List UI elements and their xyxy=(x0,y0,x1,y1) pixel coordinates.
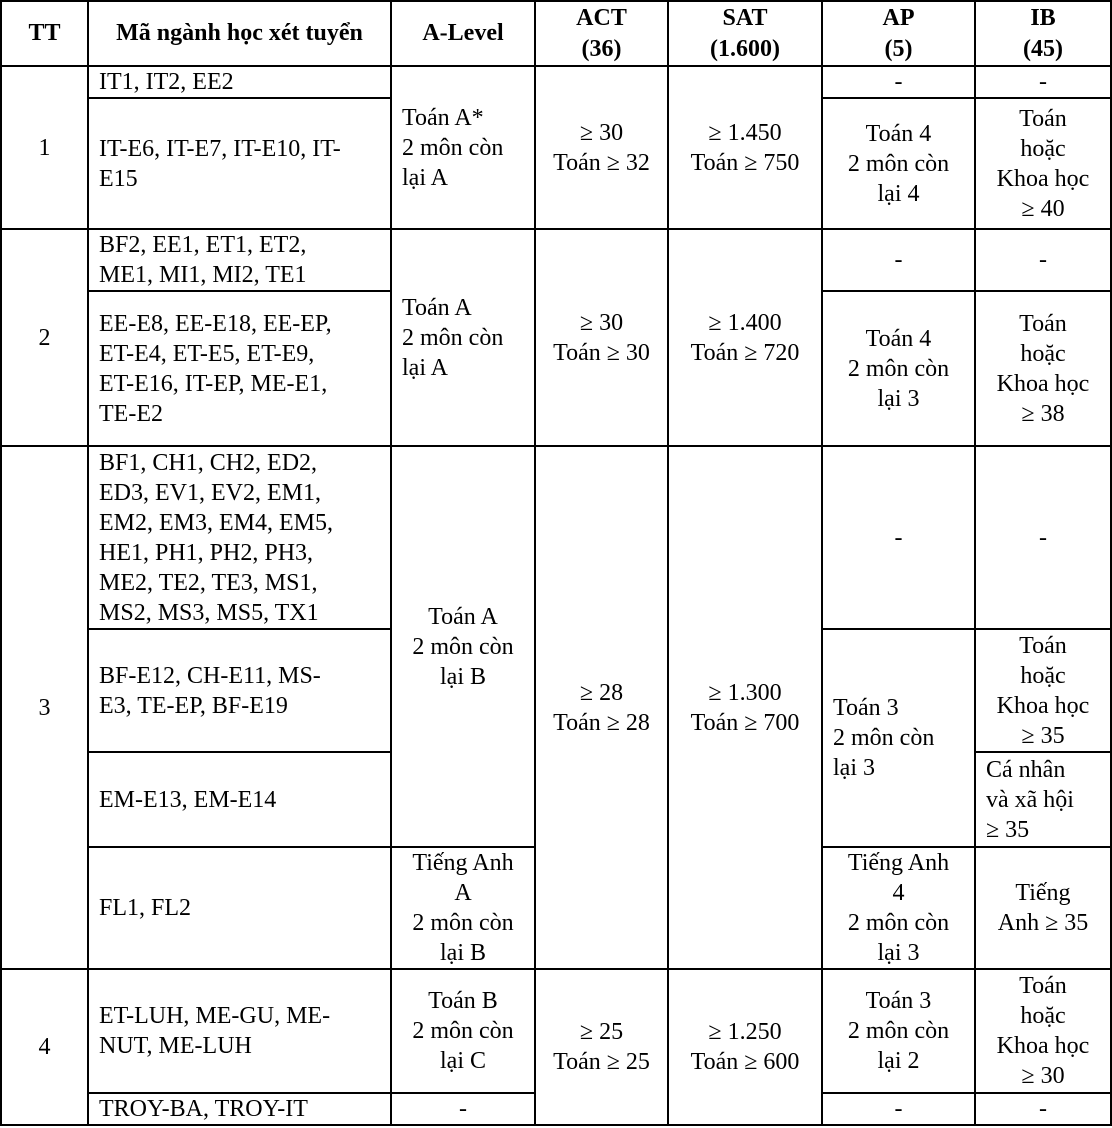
act-requirement: ≥ 30 Toán ≥ 30 xyxy=(535,229,668,446)
ap-requirement: Toán 4 2 môn còn lại 3 xyxy=(822,291,975,446)
alevel-requirement: Toán A 2 môn còn lại A xyxy=(391,229,535,446)
header-major: Mã ngành học xét tuyển xyxy=(88,1,391,66)
major-codes: TROY-BA, TROY-IT xyxy=(88,1093,391,1125)
header-sat: SAT (1.600) xyxy=(668,1,822,66)
table-row xyxy=(1,446,1111,629)
major-codes: BF1, CH1, CH2, ED2, ED3, EV1, EV2, EM1, EM2, EM3, EM4, EM5, HE1, PH1, PH2, PH3, ME2, TE2, TE3, MS1, MS2, MS3, MS5, TX1 xyxy=(88,446,391,629)
ib-requirement: Cá nhân và xã hội ≥ 35 xyxy=(975,752,1111,847)
ib-requirement: Toán hoặc Khoa học ≥ 35 xyxy=(975,629,1111,752)
major-codes: EM-E13, EM-E14 xyxy=(88,752,391,847)
ap-requirement: - xyxy=(822,66,975,98)
ap-requirement: Toán 3 2 môn còn lại 3 xyxy=(822,629,975,847)
major-codes: ET-LUH, ME-GU, ME- NUT, ME-LUH xyxy=(88,969,391,1093)
header-ib: IB (45) xyxy=(975,1,1111,66)
ib-requirement: - xyxy=(975,66,1111,98)
alevel-requirement: - xyxy=(391,1093,535,1125)
ib-requirement: - xyxy=(975,229,1111,291)
sat-requirement: ≥ 1.450 Toán ≥ 750 xyxy=(668,66,822,229)
sat-requirement: ≥ 1.250 Toán ≥ 600 xyxy=(668,969,822,1125)
header-act: ACT (36) xyxy=(535,1,668,66)
major-codes: FL1, FL2 xyxy=(88,847,391,969)
group-number: 2 xyxy=(1,229,88,446)
header-row xyxy=(1,1,1111,66)
ib-requirement: - xyxy=(975,446,1111,629)
major-codes: IT1, IT2, EE2 xyxy=(88,66,391,98)
ap-requirement: Toán 3 2 môn còn lại 2 xyxy=(822,969,975,1093)
ib-requirement: Toán hoặc Khoa học ≥ 38 xyxy=(975,291,1111,446)
table-row xyxy=(1,229,1111,291)
group-number: 1 xyxy=(1,66,88,229)
ap-requirement: - xyxy=(822,1093,975,1125)
alevel-requirement: Toán A* 2 môn còn lại A xyxy=(391,66,535,229)
ib-requirement: - xyxy=(975,1093,1111,1125)
alevel-requirement: Toán B 2 môn còn lại C xyxy=(391,969,535,1093)
group-number: 3 xyxy=(1,446,88,969)
header-tt: TT xyxy=(1,1,88,66)
header-alevel: A-Level xyxy=(391,1,535,66)
major-codes: IT-E6, IT-E7, IT-E10, IT- E15 xyxy=(88,98,391,229)
act-requirement: ≥ 25 Toán ≥ 25 xyxy=(535,969,668,1125)
ap-requirement: Toán 4 2 môn còn lại 4 xyxy=(822,98,975,229)
ib-requirement: Toán hoặc Khoa học ≥ 40 xyxy=(975,98,1111,229)
major-codes: EE-E8, EE-E18, EE-EP, ET-E4, ET-E5, ET-E9, ET-E16, IT-EP, ME-E1, TE-E2 xyxy=(88,291,391,446)
major-codes: BF-E12, CH-E11, MS- E3, TE-EP, BF-E19 xyxy=(88,629,391,752)
alevel-requirement: Tiếng Anh A 2 môn còn lại B xyxy=(391,847,535,969)
act-requirement: ≥ 28 Toán ≥ 28 xyxy=(535,446,668,969)
sat-requirement: ≥ 1.400 Toán ≥ 720 xyxy=(668,229,822,446)
group-number: 4 xyxy=(1,969,88,1125)
major-codes: BF2, EE1, ET1, ET2, ME1, MI1, MI2, TE1 xyxy=(88,229,391,291)
table-row xyxy=(1,66,1111,98)
ap-requirement: Tiếng Anh 4 2 môn còn lại 3 xyxy=(822,847,975,969)
sat-requirement: ≥ 1.300 Toán ≥ 700 xyxy=(668,446,822,969)
alevel-requirement: Toán A 2 môn còn lại B xyxy=(391,446,535,847)
act-requirement: ≥ 30 Toán ≥ 32 xyxy=(535,66,668,229)
ib-requirement: Tiếng Anh ≥ 35 xyxy=(975,847,1111,969)
ap-requirement: - xyxy=(822,229,975,291)
table-row xyxy=(1,969,1111,1093)
ap-requirement: - xyxy=(822,446,975,629)
ib-requirement: Toán hoặc Khoa học ≥ 30 xyxy=(975,969,1111,1093)
header-ap: AP (5) xyxy=(822,1,975,66)
